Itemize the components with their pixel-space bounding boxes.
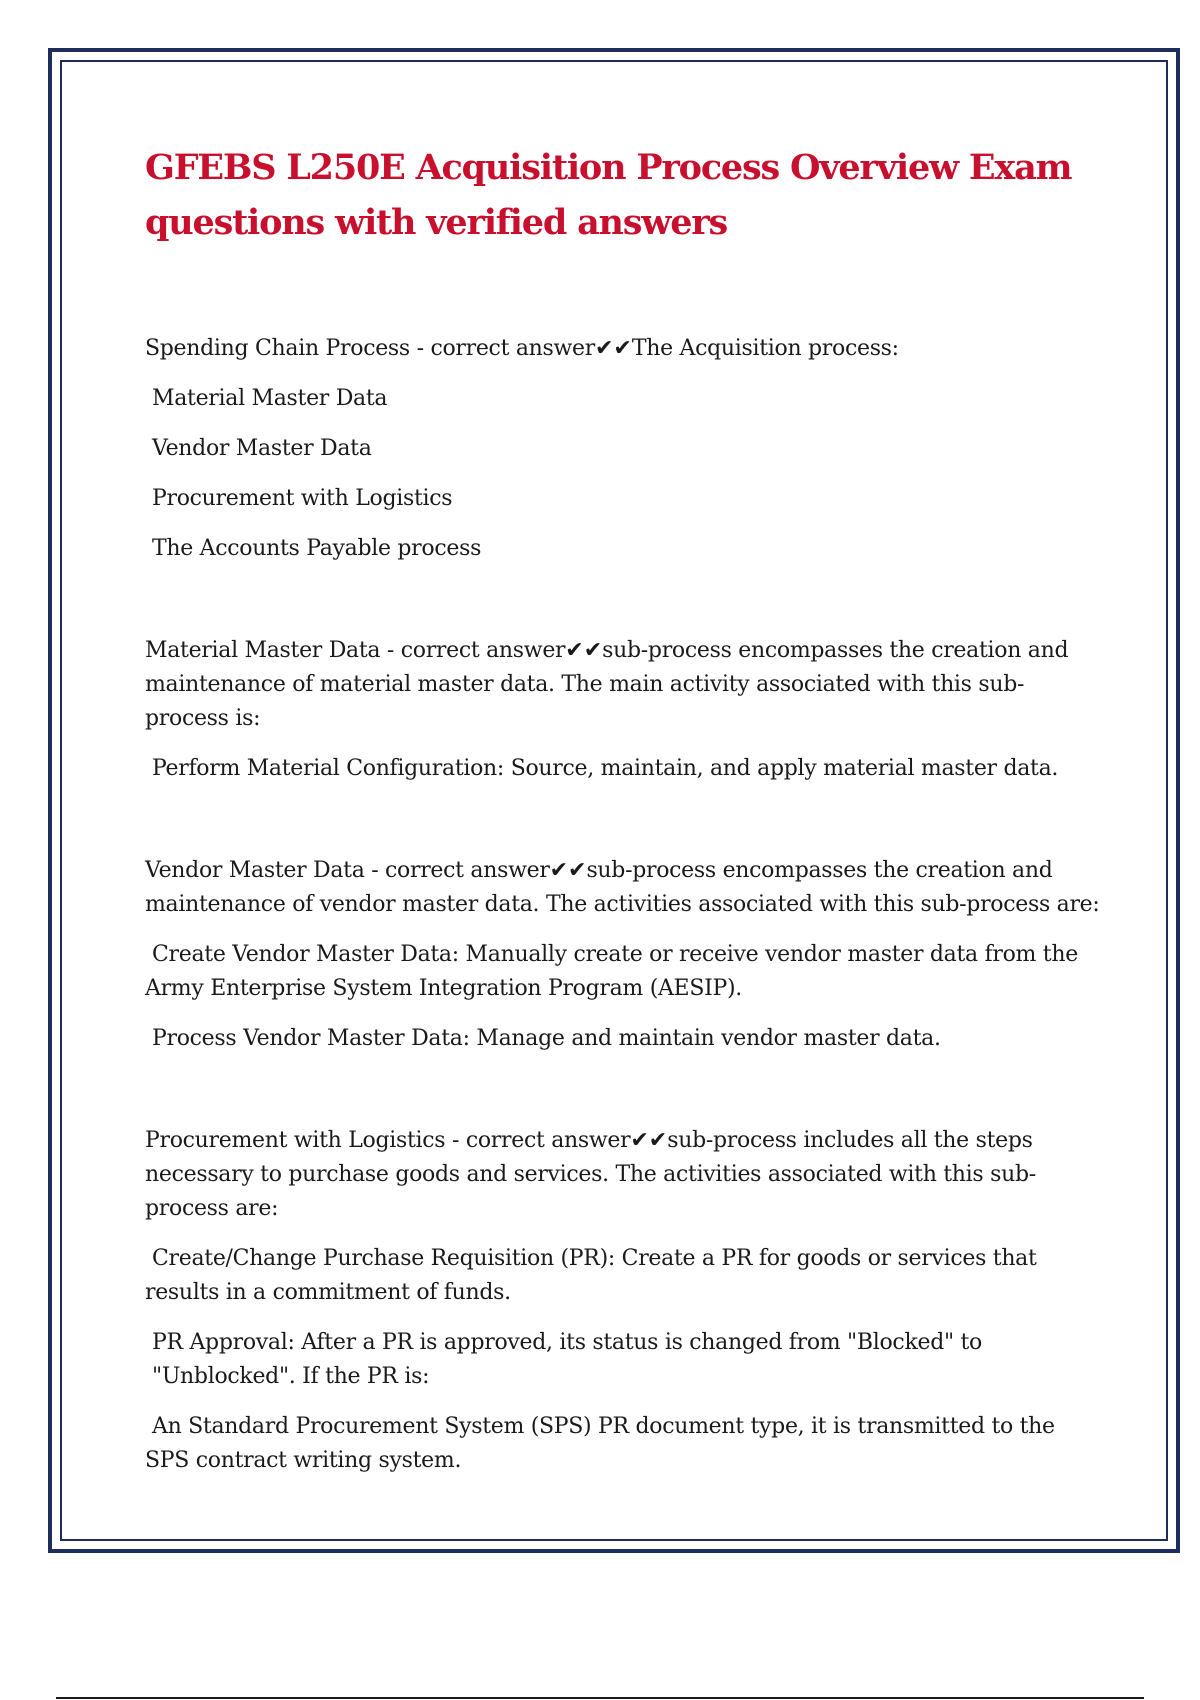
question-text: Vendor Master Data	[145, 858, 365, 883]
document-content	[145, 140, 1105, 1546]
qa-block-vendor-master	[145, 854, 1105, 1056]
answer-item: Vendor Master Data	[152, 436, 372, 461]
answer-item: Create Vendor Master Data: Manually create or receive vendor master data from the Army Enterprise System Integration Program (AESIP).	[145, 942, 1078, 1001]
question-text: Procurement with Logistics	[145, 1128, 446, 1153]
answer-text: The Acquisition process:	[631, 336, 899, 361]
qa-block-procurement	[145, 1124, 1105, 1478]
answer-item: Process Vendor Master Data: Manage and maintain vendor master data.	[152, 1026, 941, 1051]
answer-item: Perform Material Configuration: Source, maintain, and apply material master data.	[152, 756, 1059, 781]
answer-item: PR Approval: After a PR is approved, its status is changed from "Blocked" to "Unblocked". If the PR is:	[152, 1330, 982, 1389]
answer-text: sub-process encompasses the creation and maintenance of vendor master data. The activities associated with this sub-process are:	[145, 858, 1100, 917]
answer-item: The Accounts Payable process	[152, 536, 482, 561]
qa-question-line	[145, 854, 1105, 922]
answer-separator: - correct answer	[445, 1128, 631, 1153]
question-text: Material Master Data	[145, 638, 381, 663]
answer-item: Create/Change Purchase Requisition (PR): Create a PR for goods or services that results in a commitment of funds.	[145, 1246, 1037, 1305]
answer-separator: - correct answer	[380, 638, 566, 663]
answer-text: sub-process includes all the steps necessary to purchase goods and services. The activities associated with this sub-process are:	[145, 1128, 1036, 1221]
qa-block-material-master	[145, 634, 1105, 786]
page-divider	[56, 1697, 1144, 1699]
answer-item: An Standard Procurement System (SPS) PR document type, it is transmitted to the SPS contract writing system.	[145, 1414, 1055, 1473]
qa-question-line	[145, 1124, 1105, 1226]
answer-separator: - correct answer	[364, 858, 550, 883]
answer-item: Material Master Data	[152, 386, 388, 411]
question-text: Spending Chain Process	[145, 336, 410, 361]
document-title: GFEBS L250E Acquisition Process Overview Exam questions with verified answers	[145, 147, 1072, 243]
answer-item: Procurement with Logistics	[152, 486, 453, 511]
qa-question-line	[145, 332, 1105, 366]
checkmark-icon: ✔✔	[565, 638, 603, 663]
qa-block-spending-chain	[145, 332, 1105, 566]
checkmark-icon: ✔✔	[594, 336, 632, 361]
answer-text: sub-process encompasses the creation and maintenance of material master data. The main activity associated with this sub-process is:	[145, 638, 1069, 731]
answer-separator: - correct answer	[409, 336, 595, 361]
checkmark-icon: ✔✔	[630, 1128, 668, 1153]
checkmark-icon: ✔✔	[549, 858, 587, 883]
qa-question-line	[145, 634, 1105, 736]
